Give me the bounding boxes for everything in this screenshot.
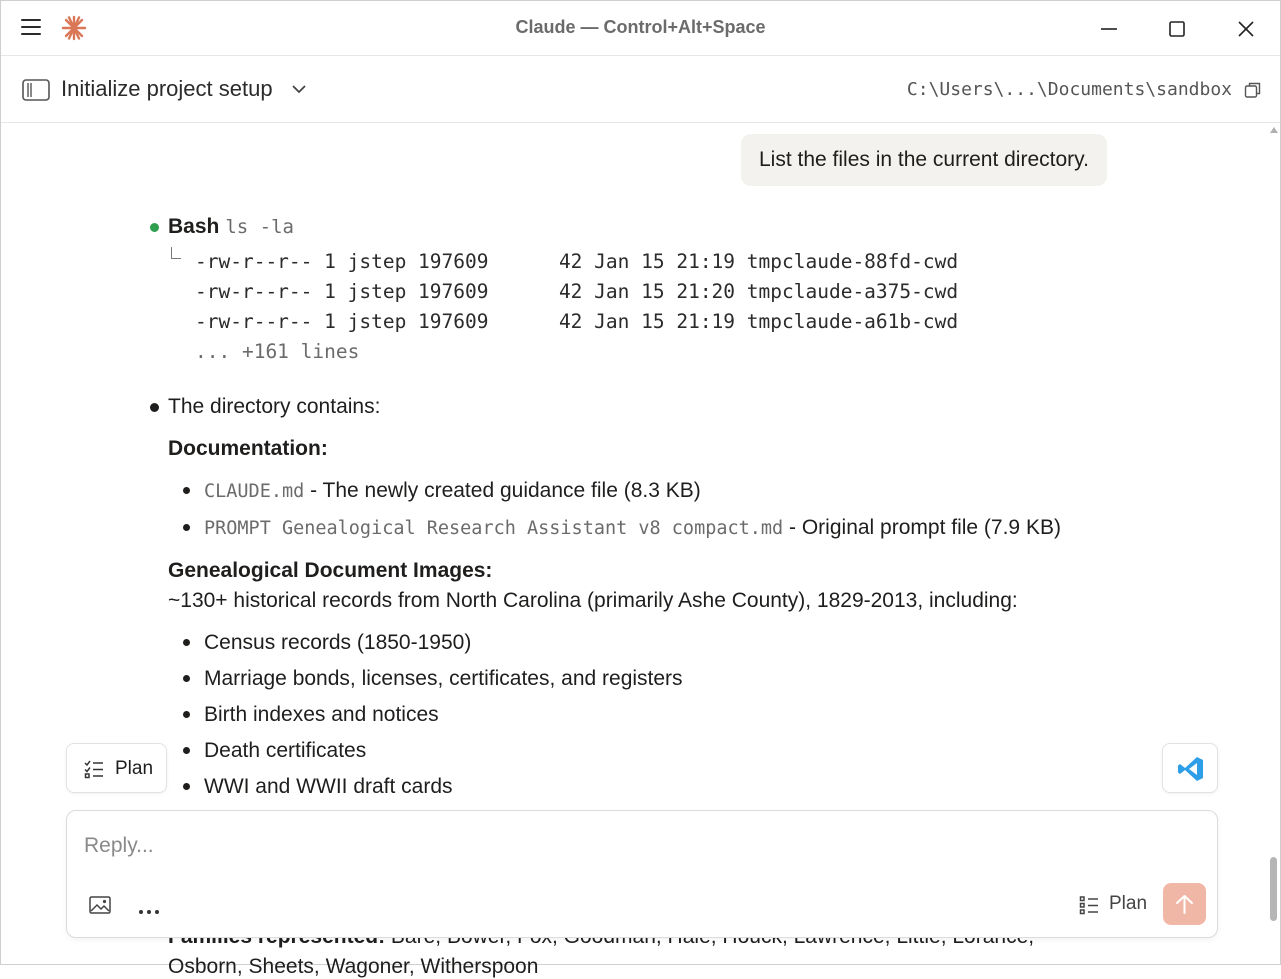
window-title: Claude — Control+Alt+Space <box>515 17 766 37</box>
list-item: Census records (1850-1950) <box>204 631 472 654</box>
list-item: Birth indexes and notices <box>204 703 439 726</box>
vscode-icon <box>1177 755 1205 783</box>
tool-output-line: -rw-r--r-- 1 jstep 197609 42 Jan 15 21:19 tmpclaude-88fd-cwd <box>195 250 959 273</box>
plan-button[interactable] <box>66 743 167 793</box>
reply-plan-label: Plan <box>1109 893 1148 914</box>
send-button[interactable] <box>1163 883 1206 925</box>
arrow-up-icon <box>1174 893 1195 915</box>
tool-command: ls -la <box>225 216 294 238</box>
scroll-thumb[interactable] <box>1270 857 1277 921</box>
images-heading: Genealogical Document Images: <box>168 559 493 582</box>
chat-scrollbar[interactable] <box>1267 123 1281 965</box>
user-message: List the files in the current directory. <box>741 134 1107 186</box>
reply-input[interactable] <box>84 831 1184 861</box>
minimize-icon[interactable] <box>1095 15 1123 43</box>
tool-status-dot <box>150 223 159 232</box>
response-intro: The directory contains: <box>168 395 381 418</box>
list-item <box>204 516 1061 540</box>
list-bullet <box>183 639 190 646</box>
list-bullet <box>183 711 190 718</box>
tool-call-header <box>168 215 294 239</box>
copy-icon[interactable] <box>1244 81 1262 99</box>
list-item: Marriage bonds, licenses, certificates, and registers <box>204 667 683 690</box>
response-dot <box>150 403 159 412</box>
project-window-icon <box>22 79 50 101</box>
checklist-icon <box>1079 896 1099 914</box>
project-path: C:\Users\...\Documents\sandbox <box>906 79 1232 100</box>
list-bullet <box>183 524 190 531</box>
reply-plan-button[interactable] <box>1079 891 1151 919</box>
more-icon[interactable] <box>139 901 163 909</box>
plan-button-label: Plan <box>115 758 154 779</box>
list-item: WWI and WWII draft cards <box>204 775 453 798</box>
scroll-up-arrow[interactable] <box>1270 127 1278 133</box>
list-bullet <box>183 783 190 790</box>
maximize-icon[interactable] <box>1163 15 1191 43</box>
images-intro: ~130+ historical records from North Carolina (primarily Ashe County), 1829-2013, including: <box>168 589 1018 612</box>
tool-output-elbow <box>171 247 181 259</box>
list-item <box>204 479 701 503</box>
list-bullet <box>183 747 190 754</box>
tool-name: Bash <box>168 215 220 238</box>
open-in-vscode-button[interactable] <box>1162 743 1218 793</box>
doc-heading: Documentation: <box>168 437 328 460</box>
doc-file-desc: - Original prompt file (7.9 KB) <box>783 516 1061 539</box>
list-bullet <box>183 675 190 682</box>
title-bar <box>1 1 1280 56</box>
image-icon[interactable] <box>89 895 111 915</box>
reply-box <box>66 810 1218 938</box>
checklist-icon <box>84 760 104 778</box>
tool-output-line: -rw-r--r-- 1 jstep 197609 42 Jan 15 21:19 tmpclaude-a61b-cwd <box>195 310 959 333</box>
families-line-2: Osborn, Sheets, Wagoner, Witherspoon <box>168 955 539 978</box>
list-bullet <box>183 487 190 494</box>
doc-file-name: PROMPT Genealogical Research Assistant v8 compact.md <box>204 518 784 539</box>
close-icon[interactable] <box>1232 15 1260 43</box>
project-title[interactable]: Initialize project setup <box>61 76 273 101</box>
list-item: Death certificates <box>204 739 367 762</box>
tool-output-line: -rw-r--r-- 1 jstep 197609 42 Jan 15 21:20 tmpclaude-a375-cwd <box>195 280 959 303</box>
doc-file-desc: - The newly created guidance file (8.3 KB) <box>304 479 701 502</box>
chevron-down-icon[interactable] <box>291 83 307 95</box>
tool-output-more[interactable]: ... +161 lines <box>195 340 360 363</box>
project-header <box>1 57 1280 123</box>
doc-file-name: CLAUDE.md <box>204 481 305 502</box>
